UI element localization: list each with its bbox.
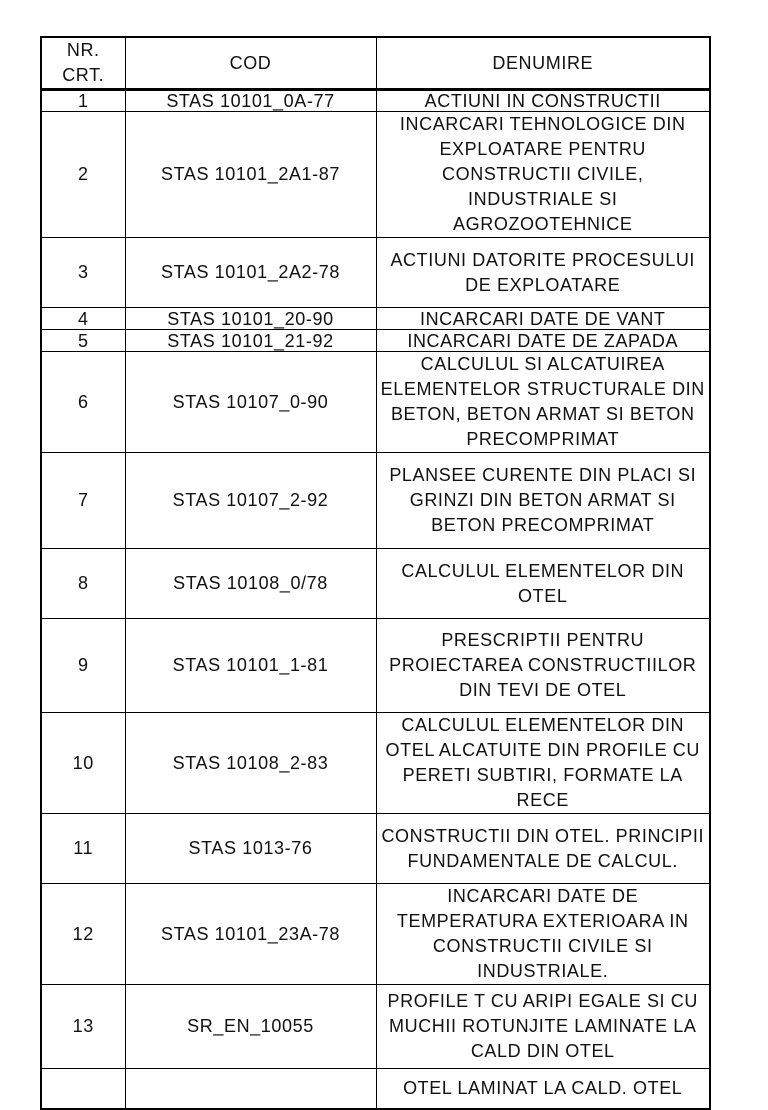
- row-code: STAS 10101_2A1-87: [125, 112, 376, 238]
- row-code: STAS 1013-76: [125, 814, 376, 884]
- row-number: 13: [41, 985, 125, 1069]
- table-row: [41, 90, 710, 112]
- row-code: SR_EN_10055: [125, 985, 376, 1069]
- row-title: CONSTRUCTII DIN OTEL. PRINCIPII FUNDAMENTALE DE CALCUL.: [376, 814, 710, 884]
- row-code: STAS 10101_20-90: [125, 308, 376, 330]
- row-code: STAS 10108_2-83: [125, 713, 376, 814]
- row-code: STAS 10101_21-92: [125, 330, 376, 352]
- row-number: 7: [41, 453, 125, 549]
- row-number: 4: [41, 308, 125, 330]
- row-code: STAS 10101_2A2-78: [125, 238, 376, 308]
- row-number: 12: [41, 884, 125, 985]
- row-title: INCARCARI DATE DE TEMPERATURA EXTERIOARA IN CONSTRUCTII CIVILE SI INDUSTRIALE.: [376, 884, 710, 985]
- row-number: 3: [41, 238, 125, 308]
- row-title: INCARCARI TEHNOLOGICE DIN EXPLOATARE PENTRU CONSTRUCTII CIVILE, INDUSTRIALE SI AGROZOOTEHNICE: [376, 112, 710, 238]
- table-row: [41, 549, 710, 619]
- row-code: STAS 10107_2-92: [125, 453, 376, 549]
- row-number: 5: [41, 330, 125, 352]
- table-body: [41, 90, 710, 1109]
- row-code: STAS 10108_0/78: [125, 549, 376, 619]
- row-title: INCARCARI DATE DE ZAPADA: [376, 330, 710, 352]
- row-title: CALCULUL ELEMENTELOR DIN OTEL ALCATUITE DIN PROFILE CU PERETI SUBTIRI, FORMATE LA RECE: [376, 713, 710, 814]
- row-title: PRESCRIPTII PENTRU PROIECTAREA CONSTRUCTIILOR DIN TEVI DE OTEL: [376, 619, 710, 713]
- row-title: INCARCARI DATE DE VANT: [376, 308, 710, 330]
- row-code: STAS 10101_1-81: [125, 619, 376, 713]
- header-denumire: DENUMIRE: [376, 37, 710, 90]
- row-number: 10: [41, 713, 125, 814]
- row-title: ACTIUNI DATORITE PROCESULUI DE EXPLOATARE: [376, 238, 710, 308]
- row-number: 2: [41, 112, 125, 238]
- table-row: [41, 713, 710, 814]
- row-title: CALCULUL ELEMENTELOR DIN OTEL: [376, 549, 710, 619]
- row-title: ACTIUNI IN CONSTRUCTII: [376, 90, 710, 112]
- table-row: [41, 814, 710, 884]
- row-number: [41, 1069, 125, 1109]
- row-code: STAS 10101_0A-77: [125, 90, 376, 112]
- row-number: 6: [41, 352, 125, 453]
- row-number: 9: [41, 619, 125, 713]
- table-row: [41, 1069, 710, 1109]
- row-number: 11: [41, 814, 125, 884]
- row-code: STAS 10101_23A-78: [125, 884, 376, 985]
- table-row: [41, 352, 710, 453]
- row-number: 1: [41, 90, 125, 112]
- row-number: 8: [41, 549, 125, 619]
- row-title: PLANSEE CURENTE DIN PLACI SI GRINZI DIN BETON ARMAT SI BETON PRECOMPRIMAT: [376, 453, 710, 549]
- table-row: [41, 453, 710, 549]
- row-code: [125, 1069, 376, 1109]
- table-row: [41, 985, 710, 1069]
- standards-table-sheet: [40, 36, 709, 1110]
- row-code: STAS 10107_0-90: [125, 352, 376, 453]
- row-title: OTEL LAMINAT LA CALD. OTEL: [376, 1069, 710, 1109]
- table-row: [41, 330, 710, 352]
- table-row: [41, 884, 710, 985]
- row-title: CALCULUL SI ALCATUIREA ELEMENTELOR STRUCTURALE DIN BETON, BETON ARMAT SI BETON PRECOMPRIMAT: [376, 352, 710, 453]
- header-cod: COD: [125, 37, 376, 90]
- table-row: [41, 112, 710, 238]
- standards-table: [40, 36, 711, 1110]
- table-header-row: [41, 37, 710, 90]
- header-nr-crt: NR. CRT.: [41, 37, 125, 90]
- row-title: PROFILE T CU ARIPI EGALE SI CU MUCHII ROTUNJITE LAMINATE LA CALD DIN OTEL: [376, 985, 710, 1069]
- table-row: [41, 238, 710, 308]
- table-row: [41, 308, 710, 330]
- table-row: [41, 619, 710, 713]
